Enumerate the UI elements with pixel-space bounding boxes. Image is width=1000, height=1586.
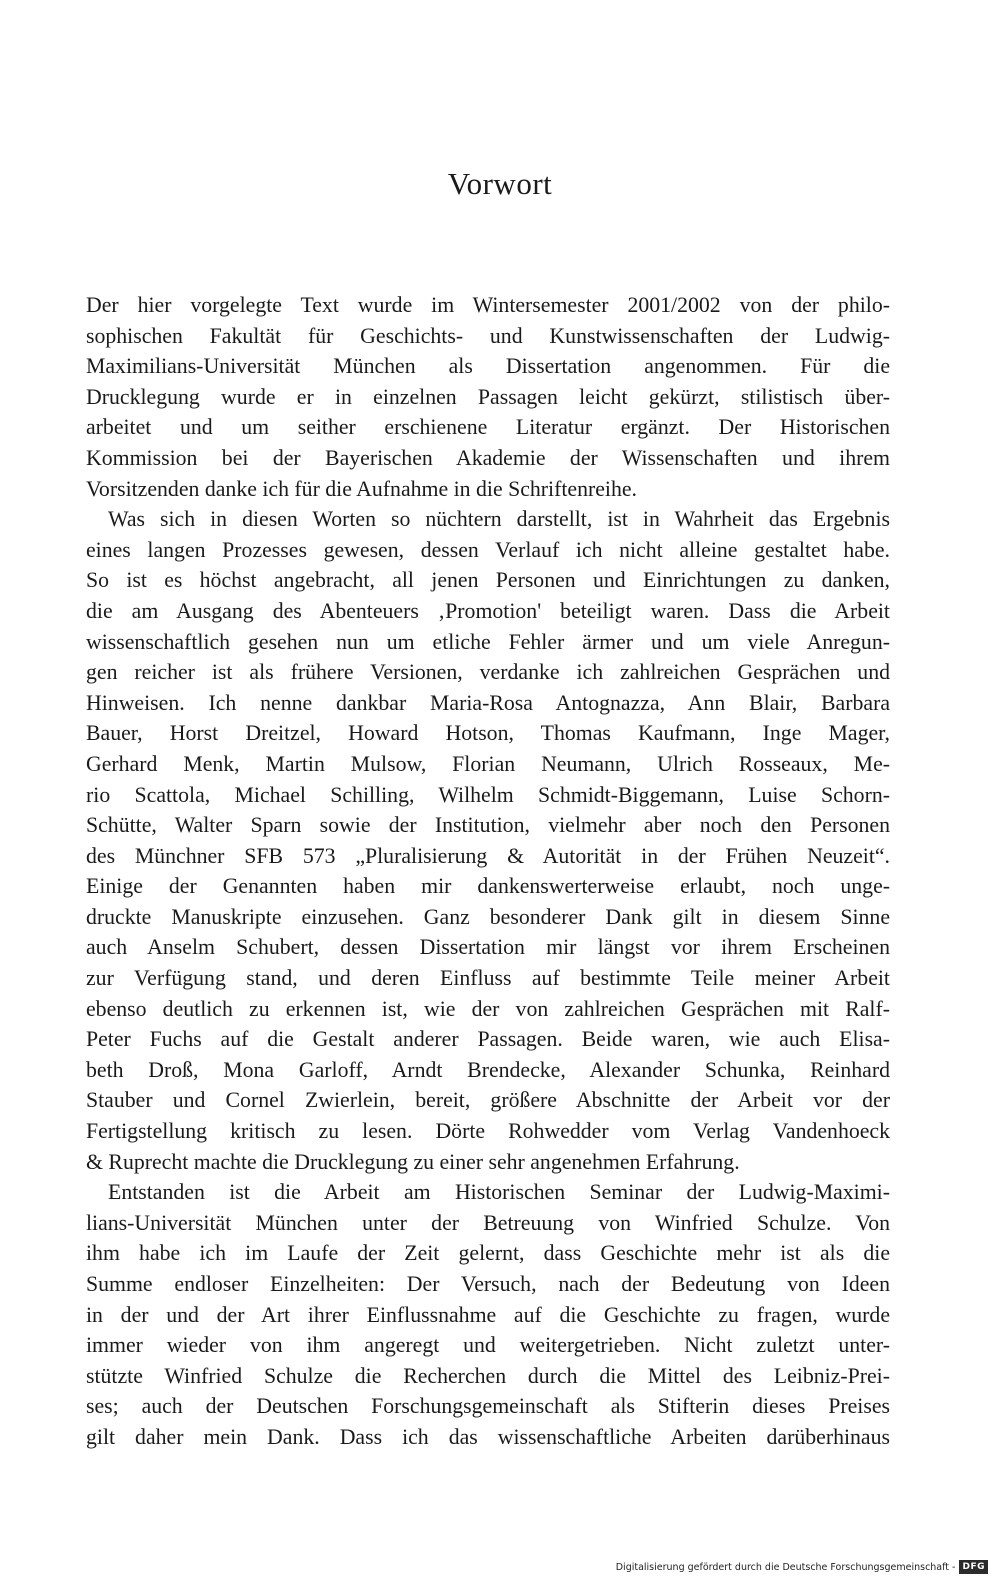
text-line: Summe endloser Einzelheiten: Der Versuch, nach der Bedeutung von Ideen xyxy=(86,1272,890,1296)
text-line: Einige der Genannten haben mir dankenswerterweise erlaubt, noch unge- xyxy=(86,874,890,899)
text-line: gen reicher ist als frühere Versionen, verdanke ich zahlreichen Gesprächen und xyxy=(86,660,890,685)
body-text xyxy=(86,290,890,1453)
text-line: immer wieder von ihm angeregt und weitergetrieben. Nicht zuletzt unter- xyxy=(86,1333,890,1358)
text-line: Hinweisen. Ich nenne dankbar Maria-Rosa Antognazza, Ann Blair, Barbara xyxy=(86,690,890,715)
text-line: ebenso deutlich zu erkennen ist, wie der von zahlreichen Gesprächen mit Ralf- xyxy=(86,996,890,1021)
text-line: So ist es höchst angebracht, all jenen Personen und Einrichtungen zu danken, xyxy=(86,568,890,593)
text-line: zur Verfügung stand, und deren Einfluss auf bestimmte Teile meiner Arbeit xyxy=(86,966,890,991)
text-line: Peter Fuchs auf die Gestalt anderer Passagen. Beide waren, wie auch Elisa- xyxy=(86,1027,890,1052)
text-line: sophischen Fakultät für Geschichts- und Kunstwissenschaften der Ludwig- xyxy=(86,323,890,348)
text-line: Der hier vorgelegte Text wurde im Wintersemester 2001/2002 von der philo- xyxy=(86,293,890,317)
text-line: Drucklegung wurde er in einzelnen Passagen leicht gekürzt, stilistisch über- xyxy=(86,384,890,409)
text-line: rio Scattola, Michael Schilling, Wilhelm Schmidt-Biggemann, Luise Schorn- xyxy=(86,782,890,807)
text-line: Schütte, Walter Sparn sowie der Institution, vielmehr aber noch den Personen xyxy=(86,813,890,838)
page-title: Vorwort xyxy=(447,166,553,201)
text-line: eines langen Prozesses gewesen, dessen Verlauf ich nicht alleine gestaltet habe. xyxy=(86,537,890,562)
text-line: Stauber und Cornel Zwierlein, bereit, größere Abschnitte der Arbeit vor der xyxy=(86,1088,890,1113)
text-line: beth Droß, Mona Garloff, Arndt Brendecke, Alexander Schunka, Reinhard xyxy=(86,1057,890,1082)
text-line: arbeitet und um seither erschienene Literatur ergänzt. Der Historischen xyxy=(86,415,890,440)
text-line: ihm habe ich im Laufe der Zeit gelernt, dass Geschichte mehr ist als die xyxy=(86,1241,890,1266)
text-line: druckte Manuskripte einzusehen. Ganz besonderer Dank gilt in diesem Sinne xyxy=(86,904,890,929)
text-line: auch Anselm Schubert, dessen Dissertation mir längst vor ihrem Erscheinen xyxy=(86,935,890,960)
text-line: die am Ausgang des Abenteuers ‚Promotion' beteiligt waren. Dass die Arbeit xyxy=(86,598,890,623)
text-line: Was sich in diesen Worten so nüchtern darstellt, ist in Wahrheit das Ergebnis xyxy=(108,507,890,532)
text-line: Entstanden ist die Arbeit am Historischen Seminar der Ludwig-Maximi- xyxy=(108,1180,890,1205)
text-line: wissenschaftlich gesehen nun um etliche Fehler ärmer und um viele Anregun- xyxy=(86,629,890,654)
text-line: lians-Universität München unter der Betreuung von Winfried Schulze. Von xyxy=(86,1210,890,1235)
text-line: des Münchner SFB 573 „Pluralisierung & Autorität in der Frühen Neuzeit“. xyxy=(86,843,890,868)
text-line: Vorsitzenden danke ich für die Aufnahme in die Schriftenreihe. xyxy=(86,476,637,501)
text-line: in der und der Art ihrer Einflussnahme auf die Geschichte zu fragen, wurde xyxy=(86,1302,890,1327)
text-line: Maximilians-Universität München als Dissertation angenommen. Für die xyxy=(86,354,890,379)
text-line: & Ruprecht machte die Drucklegung zu einer sehr angenehmen Erfahrung. xyxy=(86,1149,740,1174)
dfg-logo-icon: DFG xyxy=(959,1560,988,1574)
digitization-footer xyxy=(616,1557,988,1577)
text-line: Gerhard Menk, Martin Mulsow, Florian Neumann, Ulrich Rosseaux, Me- xyxy=(86,751,890,776)
text-line: gilt daher mein Dank. Dass ich das wissenschaftliche Arbeiten darüberhinaus xyxy=(86,1424,890,1449)
text-line: Fertigstellung kritisch zu lesen. Dörte Rohwedder vom Verlag Vandenhoeck xyxy=(86,1119,890,1144)
text-line: Bauer, Horst Dreitzel, Howard Hotson, Thomas Kaufmann, Inge Mager, xyxy=(86,721,890,746)
text-line: stützte Winfried Schulze die Recherchen durch die Mittel des Leibniz-Prei- xyxy=(86,1363,890,1388)
text-line: Kommission bei der Bayerischen Akademie der Wissenschaften und ihrem xyxy=(86,445,890,470)
text-line: ses; auch der Deutschen Forschungsgemeinschaft als Stifterin dieses Preises xyxy=(86,1394,890,1419)
footer-credit: Digitalisierung gefördert durch die Deutsche Forschungsgemeinschaft - xyxy=(615,1561,956,1573)
